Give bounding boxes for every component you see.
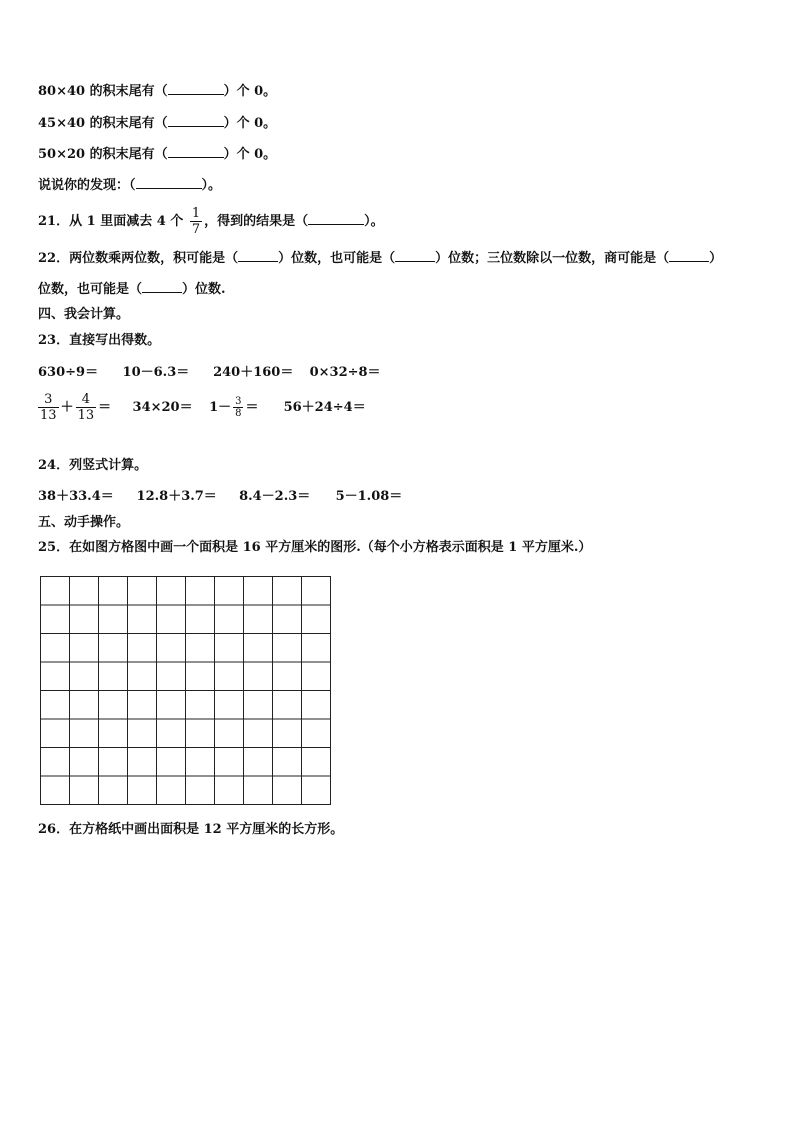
grid-cell[interactable] <box>157 605 186 634</box>
grid-cell[interactable] <box>273 691 302 720</box>
grid-cell[interactable] <box>244 605 273 634</box>
grid-cell[interactable] <box>70 776 99 805</box>
question-25: 25．在如图方格图中画一个面积是 16 平方厘米的图形.（每个小方格表示面积是 1 平方厘米.） <box>38 540 592 555</box>
question-22-line-2: 位数，也可能是（ ）位数. <box>38 282 226 297</box>
answer-blank[interactable] <box>142 280 182 293</box>
grid-cell[interactable] <box>99 691 128 720</box>
grid-cell[interactable] <box>215 691 244 720</box>
grid-cell[interactable] <box>244 748 273 777</box>
grid-cell[interactable] <box>157 748 186 777</box>
grid-cell[interactable] <box>302 691 331 720</box>
grid-cell[interactable] <box>128 748 157 777</box>
grid-cell[interactable] <box>186 577 215 606</box>
section-4-heading: 四、我会计算。 <box>38 307 130 322</box>
answer-blank[interactable] <box>238 249 278 262</box>
grid-cell[interactable] <box>186 748 215 777</box>
question-23-title: 23．直接写出得数。 <box>38 333 161 348</box>
zero-question-1: 80×40 的积末尾有（ ）个 0。 <box>38 84 277 99</box>
grid-cell[interactable] <box>302 719 331 748</box>
grid-cell[interactable] <box>99 719 128 748</box>
fraction-one-seventh: $\frac{1}{7}$ <box>191 206 201 237</box>
answer-blank[interactable] <box>395 249 435 262</box>
grid-cell[interactable] <box>244 691 273 720</box>
answer-blank[interactable] <box>308 212 364 225</box>
grid-cell[interactable] <box>70 691 99 720</box>
grid-cell[interactable] <box>70 577 99 606</box>
grid-cell[interactable] <box>157 691 186 720</box>
grid-cell[interactable] <box>157 776 186 805</box>
grid-cell[interactable] <box>302 662 331 691</box>
question-21: 21．从 1 里面减去 4 个 $\frac{1}{7}$ ，得到的结果是（ ）。 <box>38 206 384 237</box>
grid-cell[interactable] <box>273 634 302 663</box>
question-24-title: 24．列竖式计算。 <box>38 458 148 473</box>
grid-cell[interactable] <box>186 662 215 691</box>
grid-cell[interactable] <box>186 691 215 720</box>
grid-cell[interactable] <box>99 577 128 606</box>
grid-cell[interactable] <box>41 662 70 691</box>
fraction-sum: $\frac{3}{13}$ ＋ $\frac{4}{13}$ ＝ <box>40 392 112 423</box>
grid-paper[interactable] <box>40 576 332 806</box>
grid-cell[interactable] <box>302 605 331 634</box>
grid-cell[interactable] <box>273 605 302 634</box>
answer-blank[interactable] <box>669 249 709 262</box>
grid-cell[interactable] <box>41 577 70 606</box>
question-26: 26．在方格纸中画出面积是 12 平方厘米的长方形。 <box>38 822 344 837</box>
grid-cell[interactable] <box>128 662 157 691</box>
grid-cell[interactable] <box>273 719 302 748</box>
grid-cell[interactable] <box>244 577 273 606</box>
grid-cell[interactable] <box>99 605 128 634</box>
question-23-row-1: 630÷9＝ 10－6.3＝ 240＋160＝ 0×32÷8＝ <box>38 365 381 380</box>
grid-cell[interactable] <box>128 605 157 634</box>
grid-cell[interactable] <box>273 662 302 691</box>
grid-cell[interactable] <box>244 776 273 805</box>
grid-cell[interactable] <box>302 634 331 663</box>
grid-cell[interactable] <box>70 748 99 777</box>
grid-cell[interactable] <box>186 605 215 634</box>
grid-cell[interactable] <box>99 662 128 691</box>
grid-cell[interactable] <box>302 748 331 777</box>
grid-cell[interactable] <box>302 577 331 606</box>
grid-cell[interactable] <box>244 634 273 663</box>
answer-blank[interactable] <box>136 176 202 189</box>
grid-cell[interactable] <box>128 691 157 720</box>
grid-cell[interactable] <box>302 776 331 805</box>
grid-cell[interactable] <box>41 634 70 663</box>
grid-cell[interactable] <box>128 776 157 805</box>
grid-cell[interactable] <box>70 719 99 748</box>
question-23-row-2: $\frac{3}{13}$ ＋ $\frac{4}{13}$ ＝ 34×20＝ 1－ $\frac{3}{8}$ ＝ 56＋24÷4＝ <box>38 388 366 428</box>
grid-cell[interactable] <box>70 662 99 691</box>
grid-cell[interactable] <box>273 776 302 805</box>
grid-cell[interactable] <box>128 577 157 606</box>
grid-cell[interactable] <box>41 776 70 805</box>
grid-cell[interactable] <box>215 748 244 777</box>
answer-blank[interactable] <box>168 82 224 95</box>
grid-cell[interactable] <box>157 719 186 748</box>
grid-cell[interactable] <box>215 776 244 805</box>
grid-cell[interactable] <box>215 577 244 606</box>
grid-cell[interactable] <box>41 605 70 634</box>
grid-cell[interactable] <box>99 776 128 805</box>
grid-cell[interactable] <box>244 719 273 748</box>
grid-cell[interactable] <box>41 691 70 720</box>
grid-cell[interactable] <box>157 634 186 663</box>
grid-cell[interactable] <box>215 662 244 691</box>
question-24-items: 38＋33.4＝ 12.8＋3.7＝ 8.4－2.3＝ 5－1.08＝ <box>38 489 403 504</box>
grid-cell[interactable] <box>186 776 215 805</box>
zero-question-3: 50×20 的积末尾有（ ）个 0。 <box>38 147 277 162</box>
grid-cell[interactable] <box>244 662 273 691</box>
grid-cell[interactable] <box>70 605 99 634</box>
grid-cell[interactable] <box>70 634 99 663</box>
fraction-difference: 1－ $\frac{3}{8}$ ＝ <box>209 396 259 419</box>
grid-paper-svg[interactable] <box>40 576 332 806</box>
grid-cell[interactable] <box>215 605 244 634</box>
zero-question-2: 45×40 的积末尾有（ ）个 0。 <box>38 116 277 131</box>
grid-cell[interactable] <box>186 634 215 663</box>
grid-cell[interactable] <box>99 634 128 663</box>
grid-cell[interactable] <box>128 719 157 748</box>
grid-cell[interactable] <box>128 634 157 663</box>
grid-cell[interactable] <box>273 577 302 606</box>
answer-blank[interactable] <box>168 114 224 127</box>
section-5-heading: 五、动手操作。 <box>38 515 130 530</box>
grid-cell[interactable] <box>99 748 128 777</box>
grid-cell[interactable] <box>157 662 186 691</box>
grid-cell[interactable] <box>41 719 70 748</box>
grid-cell[interactable] <box>41 748 70 777</box>
answer-blank[interactable] <box>168 145 224 158</box>
question-22-line-1: 22．两位数乘两位数，积可能是（ ）位数，也可能是（ ）位数；三位数除以一位数，商可能是（ ） <box>38 251 723 266</box>
grid-cell[interactable] <box>186 719 215 748</box>
grid-cell[interactable] <box>215 719 244 748</box>
grid-cell[interactable] <box>273 748 302 777</box>
grid-cell[interactable] <box>215 634 244 663</box>
discover-question: 说说你的发现：（ ）。 <box>38 178 222 193</box>
grid-cell[interactable] <box>157 577 186 606</box>
